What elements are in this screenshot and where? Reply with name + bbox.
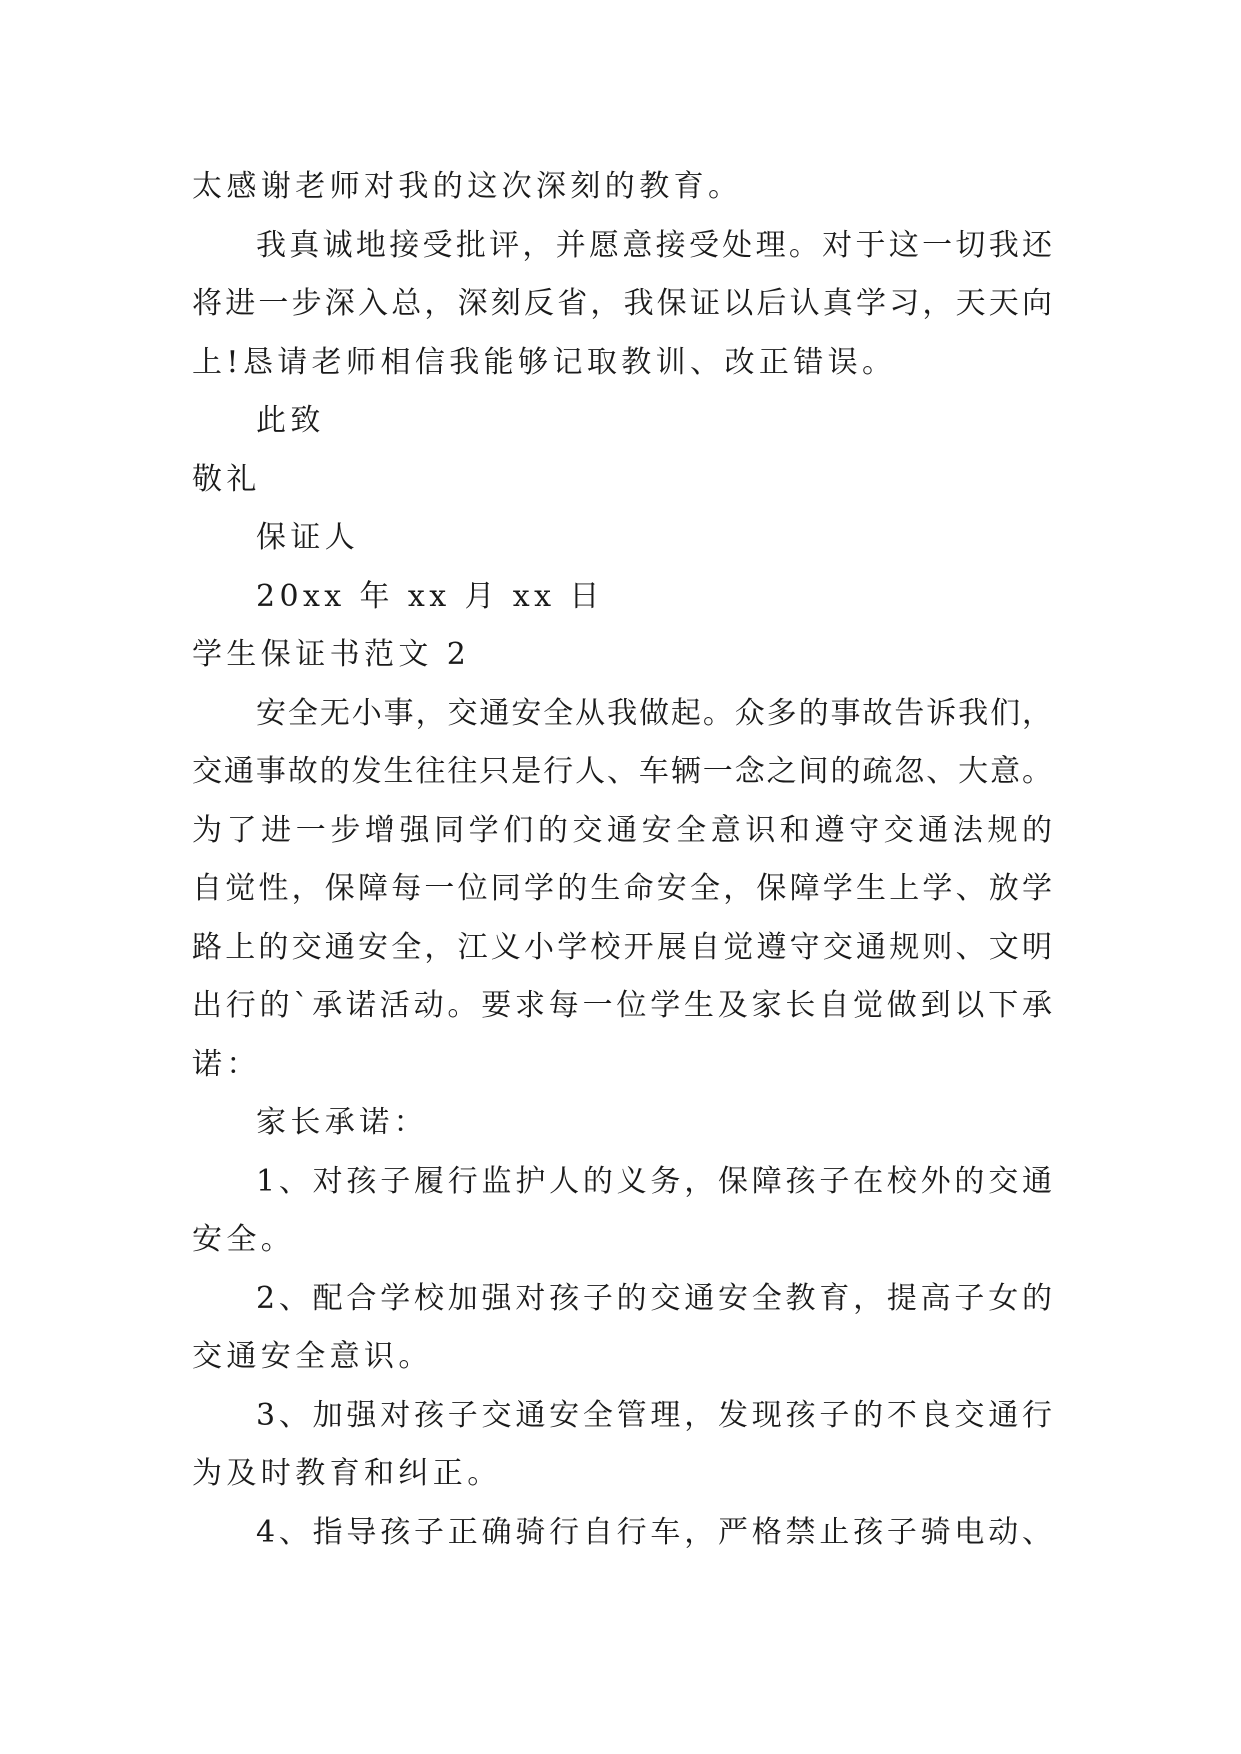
text-line: 安全无小事，交通安全从我做起。众多的事故告诉我们， — [256, 695, 1052, 731]
text-line: 此致 — [256, 403, 325, 438]
text-line: 我真诚地接受批评，并愿意接受处理。对于这一切我还 — [256, 227, 1052, 263]
text-line: 家长承诺： — [256, 1105, 428, 1140]
text-line: 为及时教育和纠正。 — [192, 1456, 502, 1491]
text-line: 3、加强对孩子交通安全管理，发现孩子的不良交通行 — [256, 1397, 1052, 1433]
text-line: 安全。 — [192, 1222, 296, 1257]
text-line: 路上的交通安全，江义小学校开展自觉遵守交通规则、文明 — [192, 929, 1052, 965]
text-line: 为了进一步增强同学们的交通安全意识和遵守交通法规的 — [192, 812, 1052, 848]
text-line: 出行的`承诺活动。要求每一位学生及家长自觉做到以下承 — [192, 988, 1052, 1023]
document-page — [192, 158, 1052, 1562]
text-line: 交通安全意识。 — [192, 1339, 433, 1374]
text-line: 2、配合学校加强对孩子的交通安全教育，提高子女的 — [256, 1280, 1052, 1316]
text-line: 上!恳请老师相信我能够记取教训、改正错误。 — [192, 344, 897, 380]
text-line: 将进一步深入总，深刻反省，我保证以后认真学习，天天向 — [192, 286, 1052, 321]
text-line: 诺： — [192, 1046, 261, 1082]
text-line: 敬礼 — [192, 461, 261, 497]
text-line: 20xx 年 xx 月 xx 日 — [256, 578, 604, 614]
text-line: 自觉性，保障每一位同学的生命安全，保障学生上学、放学 — [192, 871, 1052, 906]
text-line: 4、指导孩子正确骑行自行车，严格禁止孩子骑电动、 — [256, 1514, 1052, 1550]
text-line: 保证人 — [256, 520, 360, 555]
text-line: 太感谢老师对我的这次深刻的教育。 — [192, 169, 743, 204]
text-line: 1、对孩子履行监护人的义务，保障孩子在校外的交通 — [256, 1163, 1052, 1199]
text-line: 交通事故的发生往往只是行人、车辆一念之间的疏忽、大意。 — [192, 754, 1052, 789]
text-line: 学生保证书范文 2 — [192, 637, 471, 672]
